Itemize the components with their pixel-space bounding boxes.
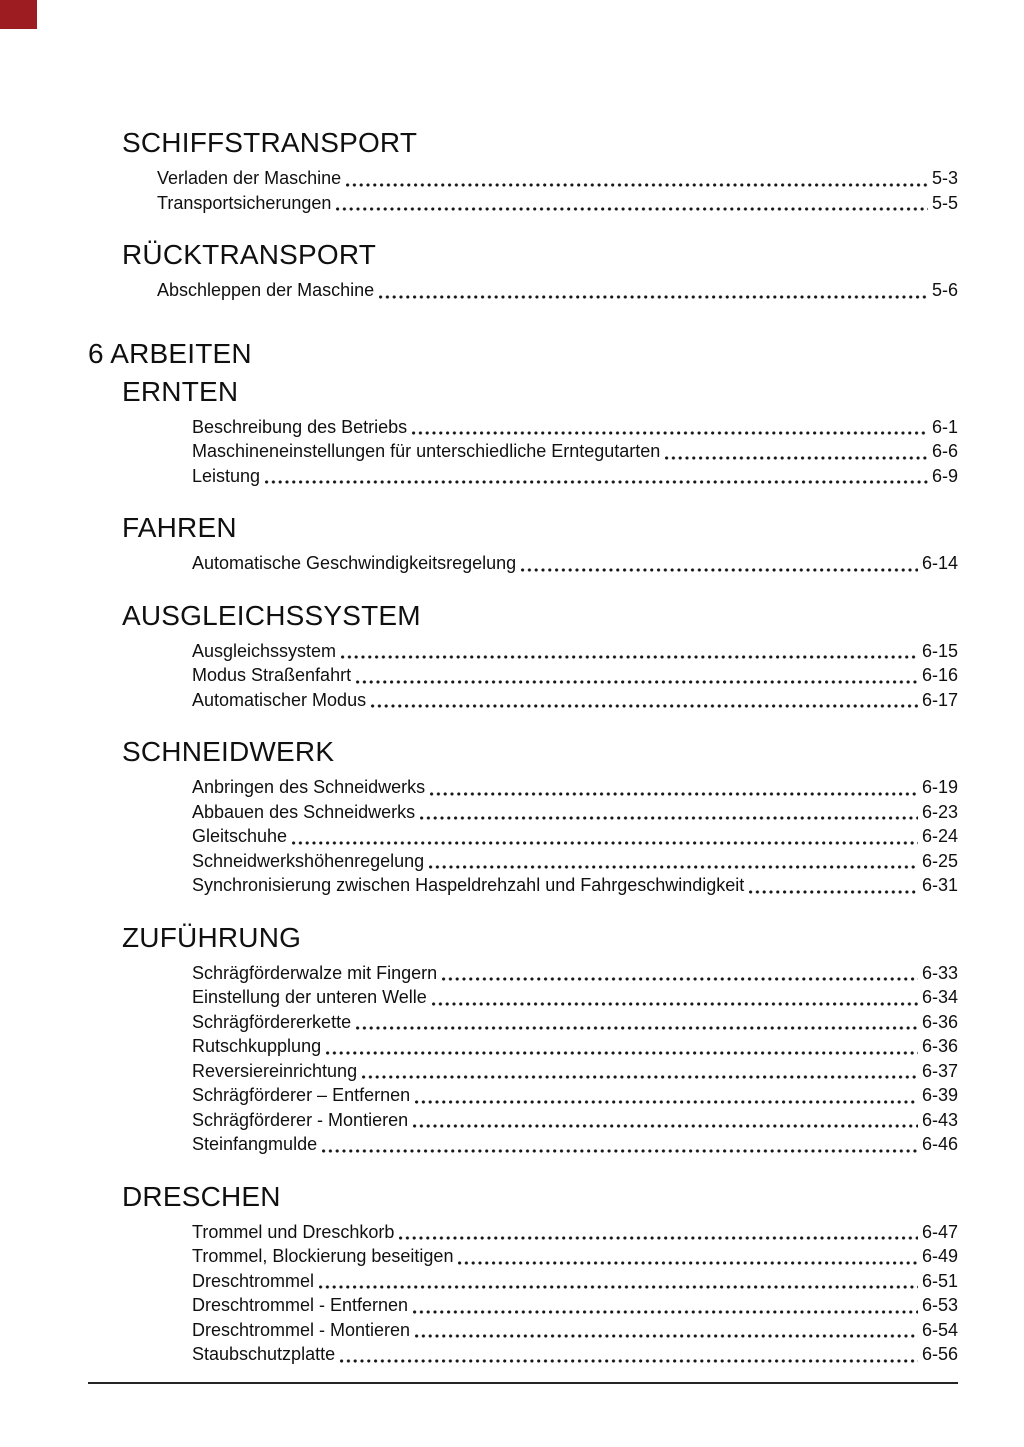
dot-leader bbox=[346, 183, 928, 187]
toc-entry-title: Dreschtrommel - Montieren bbox=[192, 1319, 411, 1340]
toc-entry-title: Trommel, Blockierung beseitigen bbox=[192, 1246, 454, 1266]
toc-entry bbox=[192, 439, 958, 464]
toc-entry-page: 5-6 bbox=[931, 280, 958, 300]
toc-entry-title: Maschineneinstellungen für unterschiedliche Erntegutarten bbox=[192, 441, 661, 461]
toc-entry-page: 6-31 bbox=[921, 875, 958, 895]
toc-entry-page: 6-36 bbox=[921, 1011, 958, 1032]
toc-entry-title: Modus Straßenfahrt bbox=[192, 665, 352, 685]
toc-entry bbox=[192, 800, 958, 825]
toc-entry-title: Schrägförderwalze mit Fingern bbox=[192, 962, 438, 983]
toc-entry bbox=[192, 985, 958, 1010]
toc-entry bbox=[192, 1132, 958, 1157]
toc-entry-title: Dreschtrommel bbox=[192, 1270, 315, 1291]
dot-leader bbox=[356, 680, 918, 684]
dot-leader bbox=[413, 1310, 918, 1314]
section-heading: SCHIFFSTRANSPORT bbox=[122, 127, 418, 158]
toc-entry bbox=[192, 1059, 958, 1084]
toc-entry bbox=[192, 464, 958, 489]
toc-entry-page: 6-43 bbox=[921, 1109, 958, 1130]
dot-leader bbox=[429, 865, 918, 869]
toc-entry-title: Synchronisierung zwischen Haspeldrehzahl und Fahrgeschwindigkeit bbox=[192, 875, 745, 895]
toc-entry-title: Reversiereinrichtung bbox=[192, 1060, 358, 1081]
toc-entry-title: Automatischer Modus bbox=[192, 689, 367, 710]
toc-entry bbox=[192, 1010, 958, 1035]
toc-entry-page: 6-25 bbox=[921, 850, 958, 871]
toc-entry bbox=[192, 1269, 958, 1294]
toc-entry bbox=[192, 775, 958, 800]
toc-entry-page: 6-49 bbox=[921, 1246, 958, 1266]
dot-leader bbox=[665, 456, 928, 460]
toc-entry-page: 6-54 bbox=[921, 1319, 958, 1340]
dot-leader bbox=[415, 1334, 918, 1338]
toc-entry bbox=[192, 1293, 958, 1318]
toc-entry-page: 6-34 bbox=[921, 987, 958, 1007]
toc-entry-title: Staubschutzplatte bbox=[192, 1344, 336, 1364]
toc-entry-title: Verladen der Maschine bbox=[157, 168, 342, 188]
toc-entry-page: 6-51 bbox=[921, 1270, 958, 1291]
toc-entry bbox=[192, 415, 958, 440]
dot-leader bbox=[322, 1149, 918, 1153]
toc-entry-title: Leistung bbox=[192, 465, 261, 486]
toc-entry-title: Ausgleichssystem bbox=[192, 640, 337, 661]
dot-leader bbox=[442, 977, 918, 981]
toc-entry-page: 6-36 bbox=[921, 1036, 958, 1056]
dot-leader bbox=[430, 792, 918, 796]
dot-leader bbox=[412, 431, 928, 435]
toc-entry-page: 6-53 bbox=[921, 1295, 958, 1315]
toc-entry-page: 6-39 bbox=[921, 1085, 958, 1105]
toc-entry-title: Schrägförderer - Montieren bbox=[192, 1109, 409, 1130]
dot-leader bbox=[415, 1100, 918, 1104]
toc-entry-title: Steinfangmulde bbox=[192, 1134, 318, 1154]
section-heading: ERNTEN bbox=[122, 375, 239, 407]
toc-entry-title: Beschreibung des Betriebs bbox=[192, 416, 408, 437]
toc-entry-title: Transportsicherungen bbox=[157, 192, 332, 213]
dot-leader bbox=[341, 655, 918, 659]
dot-leader bbox=[432, 1002, 918, 1006]
dot-leader bbox=[340, 1359, 918, 1363]
toc-entry-page: 5-3 bbox=[931, 168, 958, 188]
toc-entry-title: Trommel und Dreschkorb bbox=[192, 1221, 395, 1242]
toc-entry-title: Schrägfördererkette bbox=[192, 1011, 352, 1032]
toc-entry-title: Abschleppen der Maschine bbox=[157, 280, 375, 300]
toc-entry bbox=[192, 1318, 958, 1343]
toc-entry bbox=[192, 1034, 958, 1059]
toc-entry-page: 6-37 bbox=[921, 1060, 958, 1081]
toc-entry bbox=[192, 849, 958, 874]
toc-entry bbox=[192, 873, 958, 898]
dot-leader bbox=[319, 1285, 918, 1289]
section-heading: AUSGLEICHSSYSTEM bbox=[122, 599, 421, 631]
dot-leader bbox=[362, 1075, 918, 1079]
toc-entry-page: 6-16 bbox=[921, 665, 958, 685]
toc-entry-page: 6-1 bbox=[931, 416, 958, 437]
toc-entry bbox=[192, 1244, 958, 1269]
dot-leader bbox=[336, 207, 928, 211]
toc-entry bbox=[192, 663, 958, 688]
toc-entry-page: 6-46 bbox=[921, 1134, 958, 1154]
toc-entry bbox=[192, 639, 958, 664]
toc-entry-page: 6-17 bbox=[921, 689, 958, 710]
dot-leader bbox=[326, 1051, 918, 1055]
toc-entry-page: 6-9 bbox=[931, 465, 958, 486]
section-heading: RÜCKTRANSPORT bbox=[122, 239, 377, 270]
toc-entry-title: Gleitschuhe bbox=[192, 826, 288, 846]
toc-entry bbox=[192, 1083, 958, 1108]
toc-entry-title: Schrägförderer – Entfernen bbox=[192, 1085, 411, 1105]
toc-entry-title: Automatische Geschwindigkeitsregelung bbox=[192, 553, 517, 573]
dot-leader bbox=[413, 1124, 918, 1128]
dot-leader bbox=[749, 890, 918, 894]
toc-entry-page: 6-19 bbox=[921, 777, 958, 797]
toc-entry-title: Anbringen des Schneidwerks bbox=[192, 777, 426, 797]
dot-leader bbox=[265, 480, 928, 484]
toc-entry-title: Einstellung der unteren Welle bbox=[192, 987, 427, 1007]
toc-entry bbox=[157, 191, 958, 216]
section-heading: ZUFÜHRUNG bbox=[122, 921, 302, 953]
toc-entry bbox=[157, 278, 958, 303]
toc-entry-title: Dreschtrommel - Entfernen bbox=[192, 1295, 409, 1315]
toc-entry-page: 5-5 bbox=[931, 192, 958, 213]
toc-entry bbox=[157, 166, 958, 191]
toc-entry bbox=[192, 1342, 958, 1367]
dot-leader bbox=[399, 1236, 918, 1240]
dot-leader bbox=[356, 1026, 918, 1030]
toc-entry bbox=[192, 1220, 958, 1245]
toc-entry-page: 6-15 bbox=[921, 640, 958, 661]
toc-entry bbox=[192, 961, 958, 986]
toc-entry-page: 6-33 bbox=[921, 962, 958, 983]
dot-leader bbox=[292, 841, 918, 845]
toc-entry-title: Schneidwerkshöhenregelung bbox=[192, 850, 425, 871]
toc-entry-page: 6-14 bbox=[921, 553, 958, 573]
toc-entry-page: 6-47 bbox=[921, 1221, 958, 1242]
dot-leader bbox=[521, 568, 918, 572]
toc-entry-title: Abbauen des Schneidwerks bbox=[192, 801, 416, 822]
dot-leader bbox=[458, 1261, 918, 1265]
dot-leader bbox=[371, 704, 918, 708]
section-heading: FAHREN bbox=[122, 512, 237, 543]
toc-entry-page: 6-6 bbox=[931, 441, 958, 461]
section-heading: DRESCHEN bbox=[122, 1180, 281, 1212]
bottom-rule bbox=[88, 1382, 958, 1384]
dot-leader bbox=[379, 295, 928, 299]
toc-entry bbox=[192, 824, 958, 849]
corner-mark bbox=[0, 0, 37, 29]
chapter-heading: 6 ARBEITEN bbox=[88, 337, 252, 369]
toc-entry bbox=[192, 688, 958, 713]
toc-content bbox=[88, 128, 958, 1367]
section-heading: SCHNEIDWERK bbox=[122, 736, 335, 767]
toc-entry-title: Rutschkupplung bbox=[192, 1036, 322, 1056]
toc-entry bbox=[192, 1108, 958, 1133]
dot-leader bbox=[420, 816, 918, 820]
toc-entry bbox=[192, 551, 958, 576]
toc-entry-page: 6-24 bbox=[921, 826, 958, 846]
toc-entry-page: 6-56 bbox=[921, 1344, 958, 1364]
toc-entry-page: 6-23 bbox=[921, 801, 958, 822]
